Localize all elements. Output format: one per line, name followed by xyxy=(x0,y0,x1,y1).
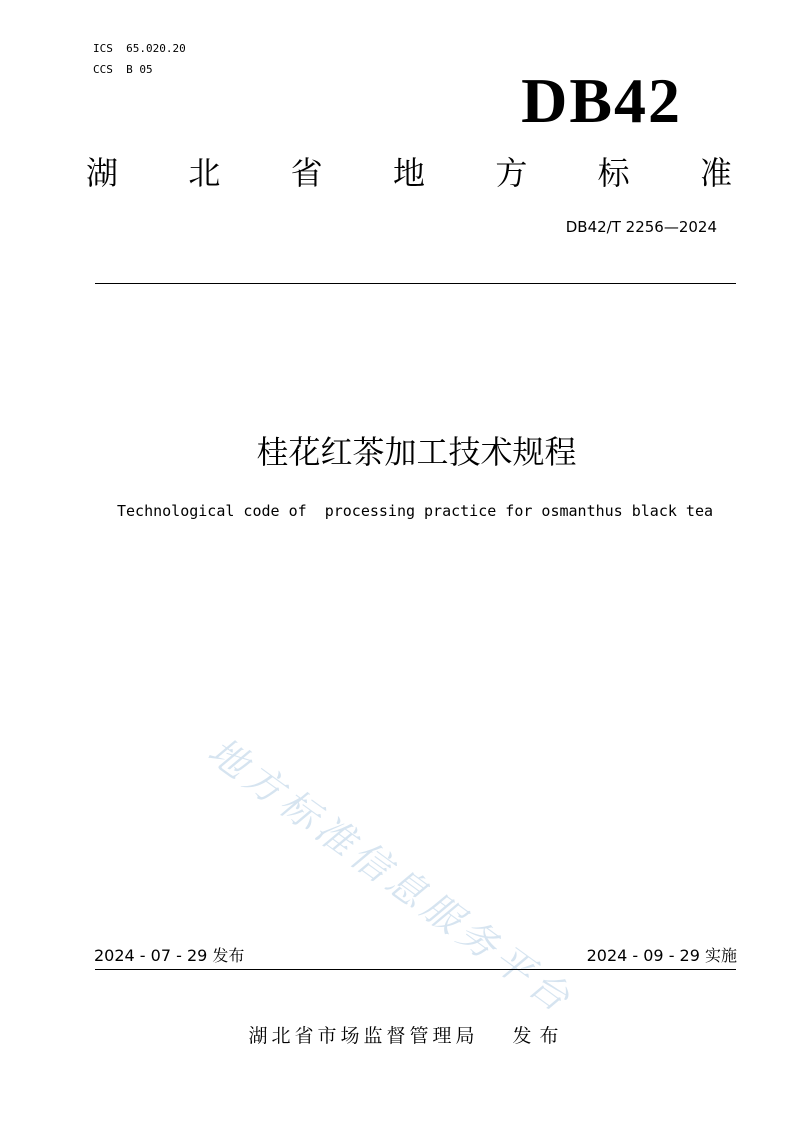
standard-type-heading xyxy=(86,150,732,196)
classification-codes xyxy=(93,38,186,80)
standard-number: DB42/T 2256—2024 xyxy=(565,218,717,236)
document-title-english: Technological code of processing practice for osmanthus black tea xyxy=(116,502,714,520)
heading-char: 湖 xyxy=(86,154,119,192)
heading-char: 方 xyxy=(495,154,528,192)
heading-char: 标 xyxy=(597,154,630,192)
heading-char: 准 xyxy=(699,154,732,192)
ccs-code: CCS B 05 xyxy=(93,63,153,76)
publisher-organization: 湖北省市场监督管理局 xyxy=(248,1025,479,1047)
implementation-date: 2024 - 09 - 29 实施 xyxy=(586,946,737,965)
top-divider xyxy=(95,283,736,284)
document-title-chinese: 桂花红茶加工技术规程 xyxy=(256,433,577,471)
heading-char: 地 xyxy=(392,154,425,192)
issue-date: 2024 - 07 - 29 发布 xyxy=(94,946,245,965)
publish-action: 发布 xyxy=(512,1025,567,1047)
standard-code-logo: DB42 xyxy=(521,65,682,136)
watermark: 地方标准信息服务平台 xyxy=(200,728,582,1023)
heading-char: 省 xyxy=(290,154,323,192)
heading-char: 北 xyxy=(188,154,221,192)
publisher-line xyxy=(0,1023,793,1049)
ics-code: ICS 65.020.20 xyxy=(93,42,186,55)
bottom-divider xyxy=(95,969,736,970)
